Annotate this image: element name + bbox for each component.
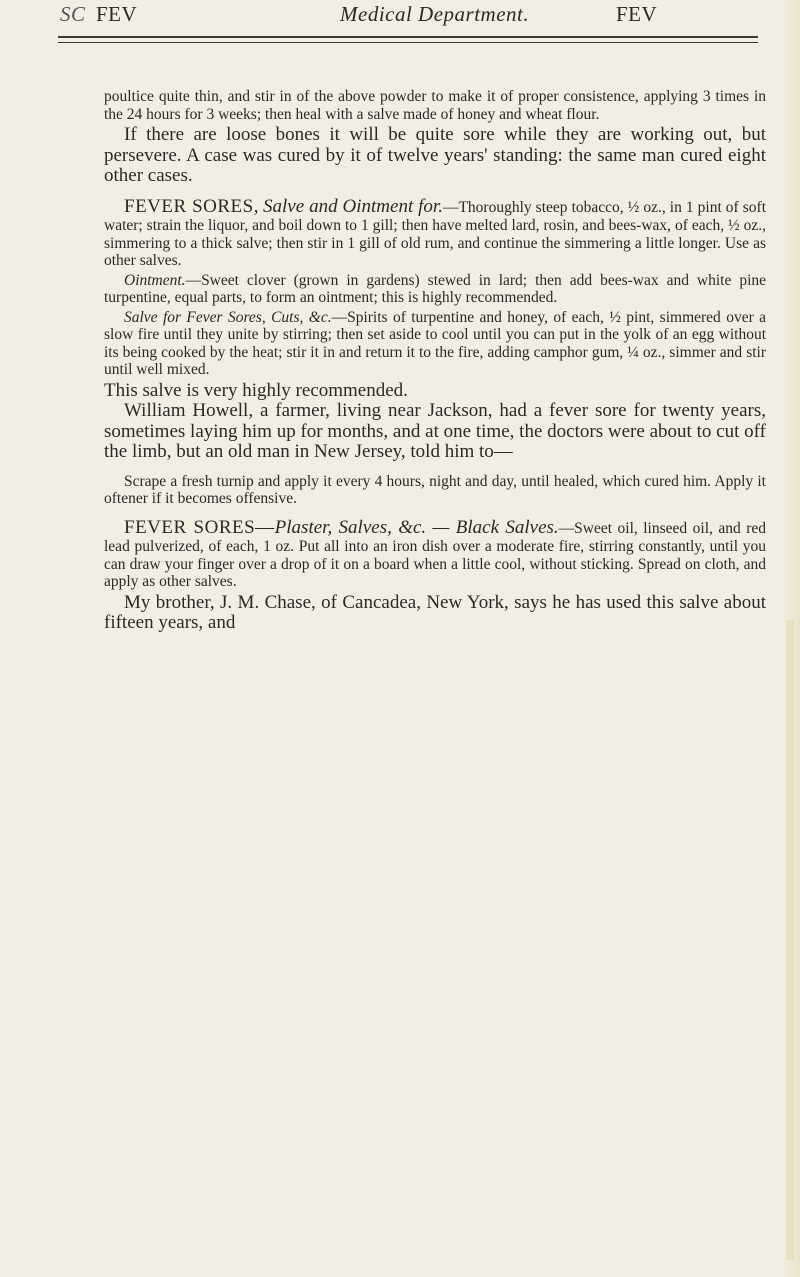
page-number: SC	[60, 2, 86, 26]
paragraph-brother: My brother, J. M. Chase, of Cancadea, New York, says he has used this salve about fifteen years, and	[104, 591, 766, 633]
paragraph-turnip: Scrape a fresh turnip and apply it every 4 hours, night and day, until healed, which cured him. Apply it oftener if it becomes offensive.	[104, 472, 766, 507]
section-title: Medical Department.	[340, 2, 530, 26]
paragraph-loose-bones: If there are loose bones it will be quite sore while they are working out, but persevere. A case was cured by it of twelve years' standing: the same man cured eight other cases.	[104, 124, 766, 186]
salve-cuts-text: —Spirits of turpentine and honey, of each, ½ pint, simmered over a slow fire until they unite by stirring; then set aside to cool until you can put in the yolk of an egg without its being cooked by the heat; stir it in and return it to the fire, adding camphor gum, ¼ oz., simmer and stir until well mixed.	[104, 308, 766, 378]
ointment-text: —Sweet clover (grown in gardens) stewed in lard; then add bees-wax and white pine turpentine, equal parts, to form an ointment; this is highly recommended.	[104, 271, 766, 306]
header-rule-thick	[58, 36, 758, 38]
paragraph-ointment	[104, 272, 766, 307]
fever-sores-heading: FEVER SORES,	[124, 195, 259, 217]
left-guide-word: FEV	[96, 2, 138, 26]
paragraph-salve-cuts	[104, 309, 766, 379]
black-salves-subtitle: Plaster, Salves, &c. — Black Salves.	[274, 516, 559, 538]
paragraph-fever-sores-salve	[104, 197, 766, 270]
salve-cuts-label: Salve for Fever Sores, Cuts, &c.	[124, 308, 332, 326]
paragraph-poultice: poultice quite thin, and stir in of the above powder to make it of proper consistence, applying 3 times in the 24 hours for 3 weeks; then heal with a salve made of honey and wheat flour.	[104, 88, 766, 123]
black-salves-heading: FEVER SORES—	[124, 516, 275, 538]
right-guide-word: FEV	[616, 2, 658, 26]
paragraph-black-salves	[104, 518, 766, 591]
ointment-label: Ointment.	[124, 271, 186, 289]
paragraph-recommended: This salve is very highly recommended.	[104, 379, 408, 401]
paragraph-william-howell: William Howell, a farmer, living near Jackson, had a fever sore for twenty years, sometimes laying him up for months, and at one time, the doctors were about to cut off the limb, but an old man in New Jersey, told him to—	[104, 400, 766, 462]
running-header	[40, 2, 760, 32]
fever-sores-salve-text: —Thoroughly steep tobacco, ½ oz., in 1 pint of soft water; strain the liquor, and boil down to 1 gill; then have melted lard, rosin, and bees-wax, of each, ½ oz., simmering to a thick salve; then stir in 1 gill of old rum, and continue the simmering a little longer. Use as other salves.	[104, 198, 766, 269]
page-body	[104, 88, 766, 634]
header-rule-thin	[58, 42, 758, 43]
black-salves-text: —Sweet oil, linseed oil, and red lead pulverized, of each, 1 oz. Put all into an iron dish over a moderate fire, stirring constantly, until you can draw your finger over a drop of it on a board when a little cool, without sticking. Spread on cloth, and apply as other salves.	[104, 519, 767, 590]
page-edge-stain	[782, 0, 800, 1277]
fever-sores-subtitle: Salve and Ointment for.	[263, 195, 443, 217]
